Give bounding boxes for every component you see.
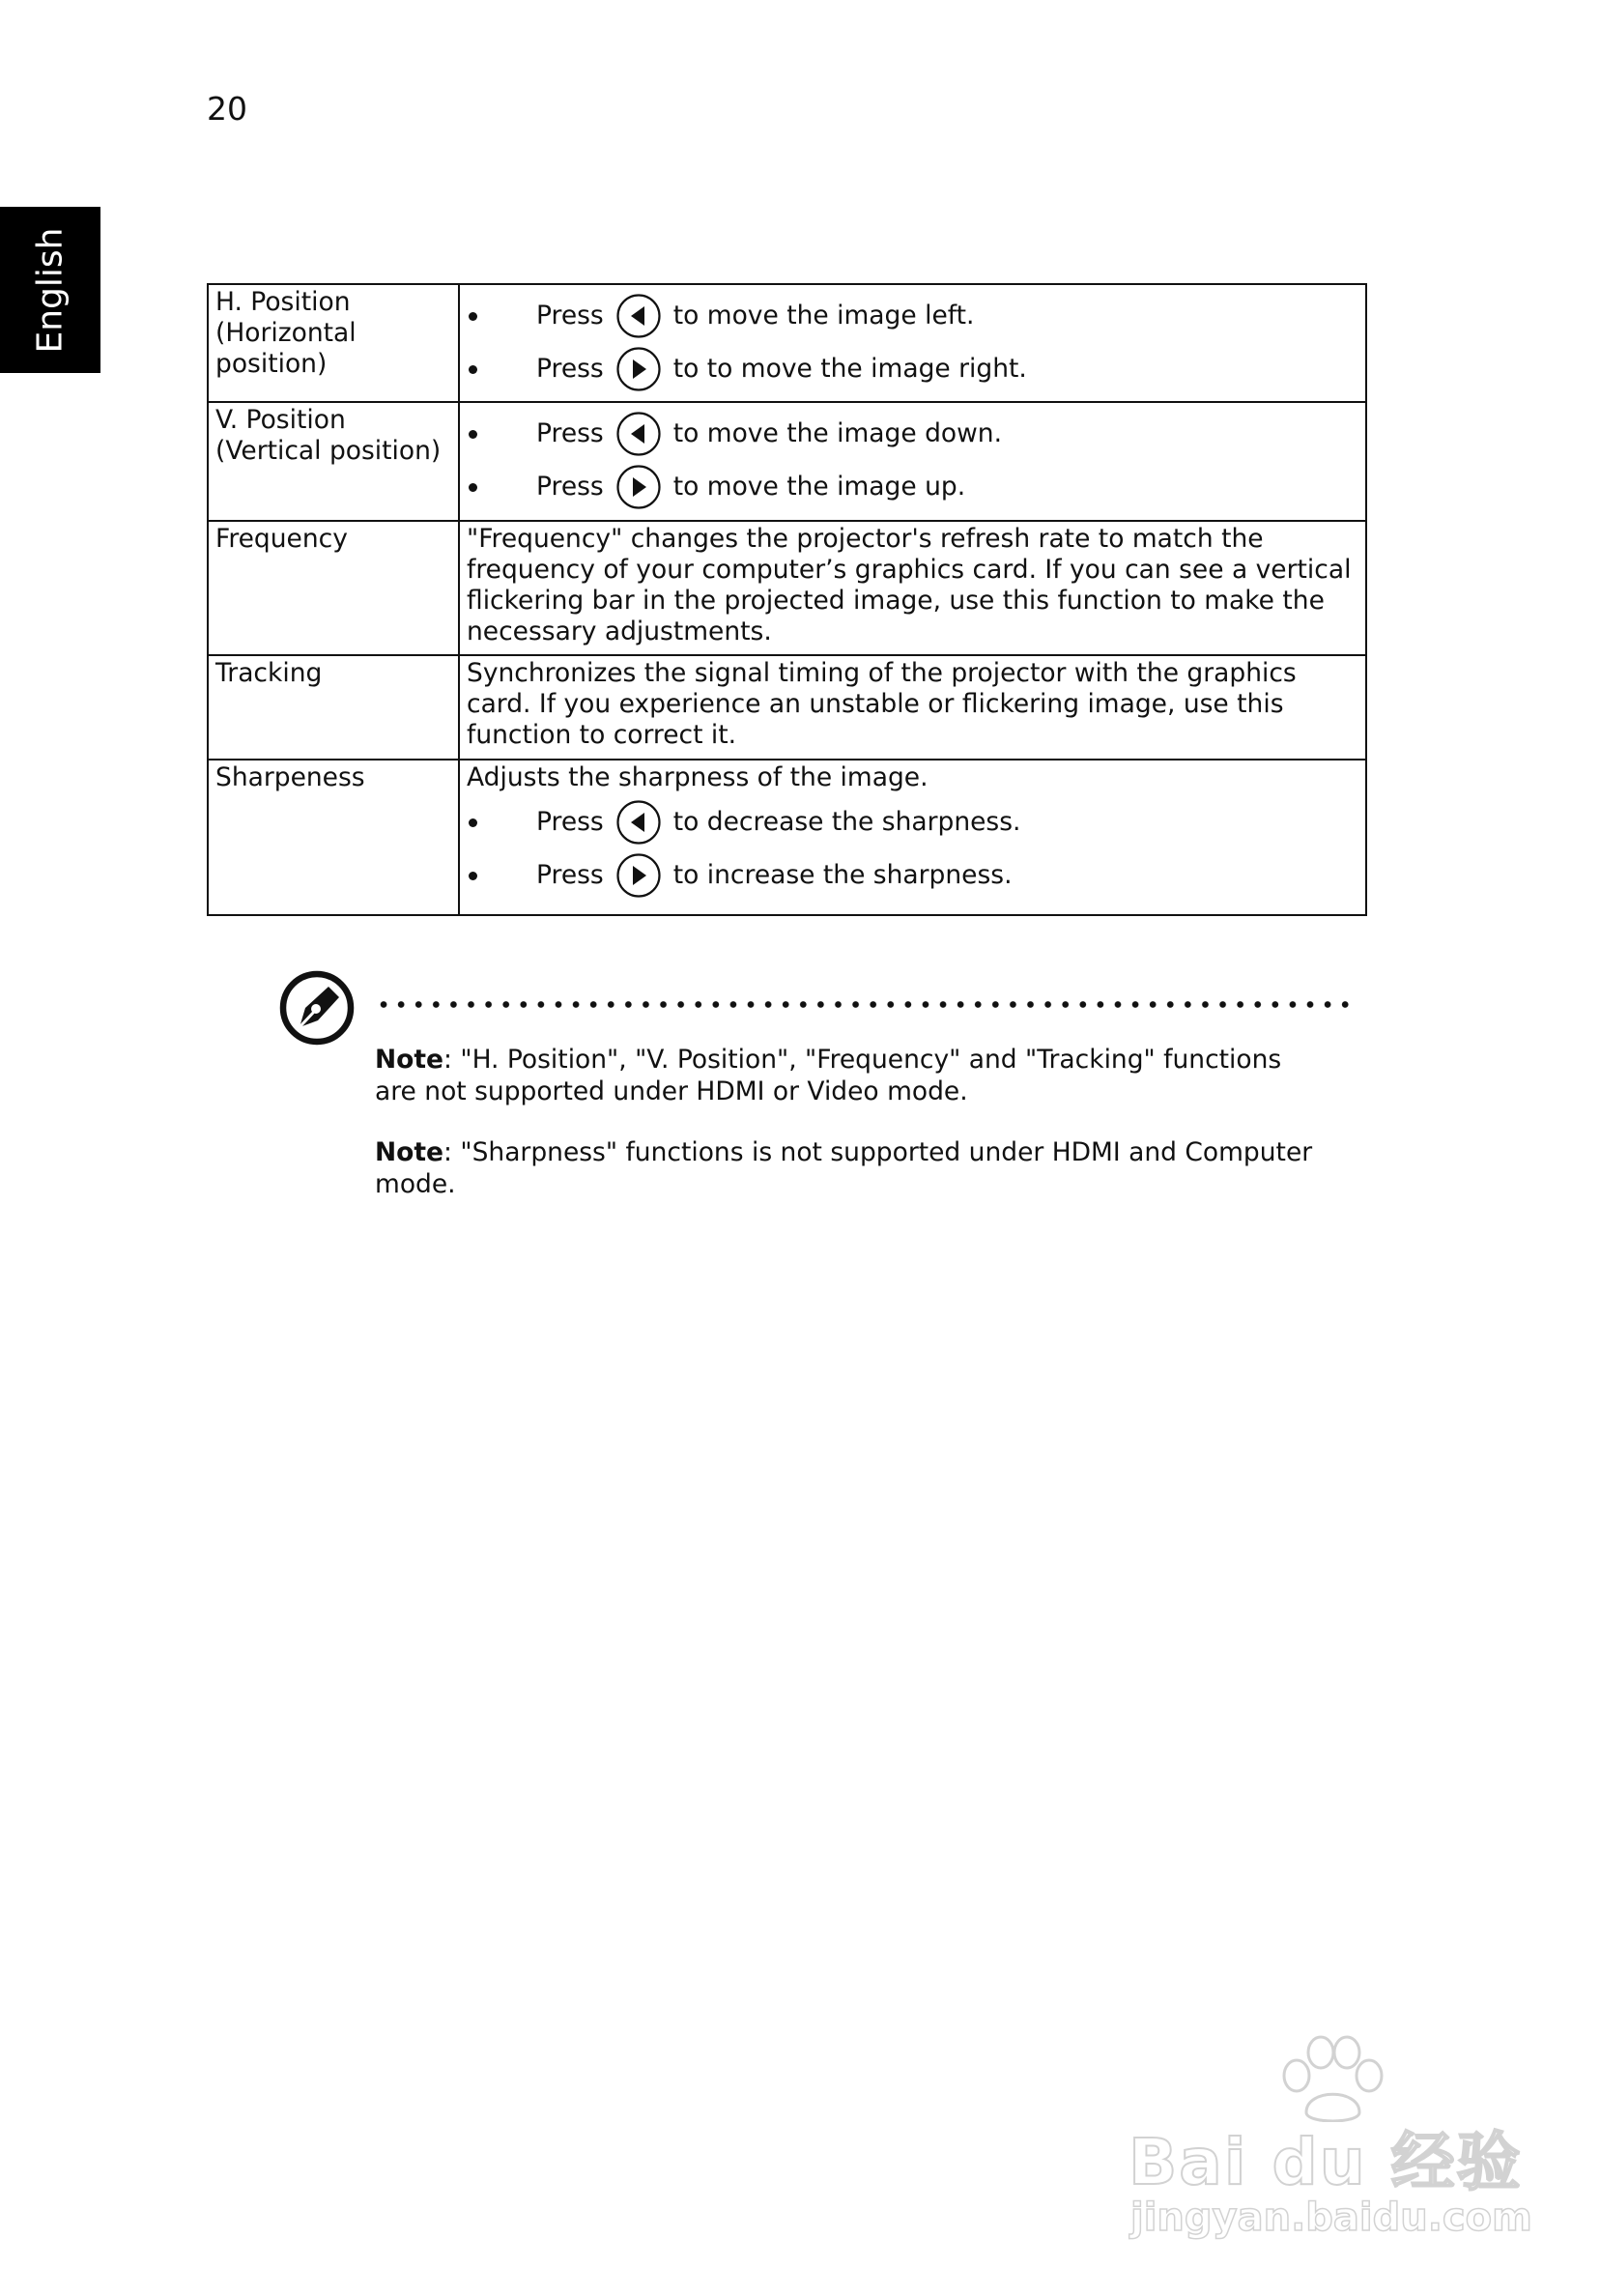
watermark-url: jingyan.baidu.com [1130, 2196, 1532, 2240]
setting-name-cell [208, 760, 459, 915]
list-item [467, 464, 1358, 510]
press-label: Press [536, 354, 604, 384]
bullet-text: to decrease the sharpness. [672, 807, 1021, 837]
bullet-list [467, 293, 1358, 392]
left-arrow-button-icon [615, 411, 662, 457]
note-label: Note [375, 1137, 444, 1167]
press-label: Press [536, 472, 604, 502]
page-number: 20 [207, 90, 247, 128]
press-label: Press [536, 418, 604, 448]
list-item [467, 411, 1358, 457]
bullet-text: to move the image left. [672, 301, 975, 330]
setting-description: "Frequency" changes the projector's refresh rate to match the frequency of your computer’s graphics card. If you can see a vertical flickering bar in the projected image, use this function to make the necessary adjustments. [467, 524, 1352, 646]
table-row [208, 760, 1366, 915]
list-item [467, 346, 1358, 392]
setting-name: Sharpeness [215, 762, 365, 792]
bullet-text: to increase the sharpness. [672, 860, 1013, 890]
note-divider [375, 1001, 1358, 1008]
setting-description-cell [459, 402, 1366, 521]
paw-icon [1268, 2035, 1393, 2122]
watermark-brand: Bai du 经验 [1129, 2125, 1523, 2199]
list-item [467, 852, 1358, 899]
left-arrow-button-icon [615, 293, 662, 339]
settings-table [207, 283, 1367, 916]
press-label: Press [536, 807, 604, 837]
setting-name-cell [208, 655, 459, 760]
bullet-text: to move the image up. [672, 472, 966, 502]
setting-name-cell [208, 284, 459, 402]
setting-name: V. Position (Vertical position) [215, 405, 442, 466]
right-arrow-button-icon [615, 346, 662, 392]
bullet-list [467, 411, 1358, 510]
setting-name: Tracking [215, 658, 323, 688]
setting-name-cell [208, 402, 459, 521]
setting-description: Synchronizes the signal timing of the projector with the graphics card. If you experience an unstable or flickering image, use this function to correct it. [467, 658, 1297, 750]
note-text [375, 1044, 1322, 1107]
language-tab [0, 207, 100, 373]
bullet-text: to to move the image right. [672, 354, 1027, 384]
list-item [467, 799, 1358, 846]
setting-name: H. Position (Horizontal position) [215, 287, 357, 379]
watermark [1129, 2035, 1532, 2240]
bullet-text: to move the image down. [672, 418, 1003, 448]
setting-description-cell [459, 655, 1366, 760]
right-arrow-button-icon [615, 852, 662, 899]
right-arrow-button-icon [615, 464, 662, 510]
language-tab-label: English [30, 227, 71, 353]
table-row [208, 521, 1366, 655]
setting-description-cell [459, 284, 1366, 402]
note-label: Note [375, 1045, 444, 1075]
table-row [208, 284, 1366, 402]
setting-name-cell [208, 521, 459, 655]
bullet-list [467, 799, 1358, 899]
note-body: : "H. Position", "V. Position", "Frequency" and "Tracking" functions are not supported under HDMI or Video mode. [375, 1045, 1282, 1106]
left-arrow-button-icon [615, 799, 662, 846]
setting-name: Frequency [215, 524, 348, 554]
note-body: : "Sharpness" functions is not supported under HDMI and Computer mode. [375, 1137, 1313, 1199]
press-label: Press [536, 860, 604, 890]
setting-description: Adjusts the sharpness of the image. [467, 762, 929, 792]
note-text [375, 1136, 1322, 1200]
press-label: Press [536, 301, 604, 330]
pen-nib-note-icon [278, 969, 356, 1047]
list-item [467, 293, 1358, 339]
setting-description-cell [459, 521, 1366, 655]
setting-description-cell [459, 760, 1366, 915]
table-row [208, 655, 1366, 760]
table-row [208, 402, 1366, 521]
